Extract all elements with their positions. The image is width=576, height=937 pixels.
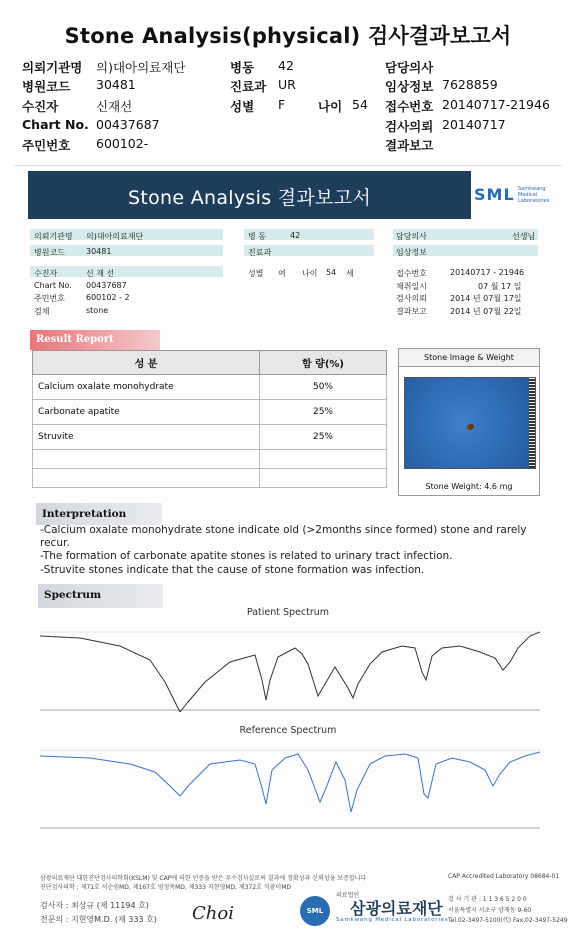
sml-logo-subtitle: Samkwang Medical Laboratories (518, 186, 550, 204)
report-label: Chart No. (34, 281, 72, 290)
contact-address: 서울특별시 서초구 양재동 9-60 (448, 907, 532, 914)
age-value: 54 (326, 268, 337, 277)
stone-photo (404, 377, 536, 469)
examiner: 검사자 : 최상규 (제 11194 호) (40, 901, 149, 910)
report-label: 병원코드 (34, 248, 65, 257)
component-cell: Struvite (33, 425, 260, 450)
patient-spectrum-line (40, 632, 540, 712)
summary-label: 성별 (230, 99, 255, 114)
col-component: 성 분 (33, 351, 260, 375)
doctor-suffix: 선생님 (512, 232, 536, 241)
component-cell: Carbonate apatite (33, 400, 260, 425)
stone-weight: Stone Weight: 4.6 mg (425, 482, 513, 491)
summary-value: 의)대아의료재단 (96, 60, 186, 75)
result-report-label: Result Report (36, 334, 114, 345)
table-row (33, 375, 387, 400)
summary-label: Chart No. (22, 117, 89, 132)
summary-label: 결과보고 (385, 138, 434, 153)
footer-notice: 삼광의료재단 대한진단검사의학회(KSLM) 및 CAP에 의한 인증을 받은 우수검사실로써 결과에 정확성과 신뢰성을 보증합니다 (40, 875, 367, 882)
summary-value: UR (278, 77, 296, 92)
report-value: stone (86, 306, 109, 315)
report-banner (28, 171, 471, 219)
result-report-header (30, 330, 160, 350)
table-row (33, 450, 387, 469)
component-cell: Calcium oxalate monohydrate (33, 375, 260, 400)
summary-label: 병동 (230, 60, 255, 75)
banner-title: Stone Analysis 결과보고서 (128, 187, 371, 209)
summary-value: 신재선 (96, 99, 133, 114)
contact-code: 검 사 기 관 : 1 1 3 6 5 2 0 0 (448, 896, 527, 903)
report-value: 20140717 - 21946 (450, 268, 525, 277)
report-label: 주민번호 (34, 294, 65, 303)
summary-value: 20140717-21946 (442, 97, 550, 112)
report-label: 접수번호 (396, 269, 427, 278)
report-label: 검사의뢰 (396, 294, 427, 303)
amount-cell: 25% (260, 425, 387, 450)
report-value: 07 월 17 일 (478, 282, 522, 291)
summary-label: 진료과 (230, 79, 267, 94)
org-prefix: 의료법인 (336, 892, 360, 899)
summary-label: 담당의사 (385, 60, 434, 75)
sex-label: 성별 (248, 269, 264, 278)
patient-spectrum-plot (40, 622, 540, 712)
summary-value: F (278, 97, 286, 112)
ward-label: 병 동 (248, 232, 266, 241)
interpretation-line: recur. (40, 537, 70, 549)
amount-cell: 50% (260, 375, 387, 400)
report-value: 600102 - 2 (86, 293, 130, 302)
report-label: 채취일시 (396, 282, 427, 291)
summary-label: 주민번호 (22, 138, 71, 153)
report-label: 검체 (34, 307, 50, 316)
summary-label: 임상정보 (385, 79, 434, 94)
table-row (33, 400, 387, 425)
stone-image-box (398, 348, 540, 496)
summary-label: 나이 (318, 99, 343, 114)
org-name: 삼광의료재단 (350, 899, 443, 918)
interpretation-line: -Struvite stones indicate that the cause of stone formation was infection. (40, 564, 425, 576)
reference-spectrum-line (40, 752, 540, 812)
summary-label: 수진자 (22, 99, 59, 114)
signature: Choi (192, 903, 234, 924)
org-subtitle: Samkwang Medical Laboratories (336, 917, 449, 923)
reference-spectrum-title: Reference Spectrum (239, 725, 337, 736)
report-value: 신 재 선 (86, 269, 115, 278)
spectrum-header (38, 584, 163, 608)
summary-value: 600102- (96, 136, 149, 151)
report-value: 2014 년 07월 22일 (450, 307, 522, 316)
table-row (33, 469, 387, 488)
sml-logo: SML (474, 185, 515, 204)
contact-phone: Tel.02-3497-5100(代) Fax.02-3497-5249 (448, 917, 568, 924)
interpretation-label: Interpretation (42, 508, 127, 520)
table-row (33, 425, 387, 450)
summary-value: 20140717 (442, 117, 506, 132)
specialist: 전문의 : 지현영M.D. (제 333 호) (40, 915, 157, 924)
report-value: 2014 년 07월 17일 (450, 294, 522, 303)
report-label: 결과보고 (396, 307, 427, 316)
summary-label: 검사의뢰 (385, 119, 434, 134)
stone-specimen (467, 424, 474, 430)
dept-label: 진료과 (248, 248, 272, 257)
ward-value: 42 (290, 231, 301, 240)
result-table (32, 350, 387, 488)
stone-box-title: Stone Image & Weight (399, 349, 539, 367)
reference-spectrum-plot (40, 740, 540, 830)
spectrum-label: Spectrum (44, 589, 102, 601)
summary-value: 54 (352, 97, 368, 112)
interpretation-header (36, 503, 162, 525)
age-label: 나이 (302, 269, 318, 278)
summary-label: 병원코드 (22, 79, 71, 94)
col-amount: 함 량(%) (260, 351, 387, 375)
cap-accreditation: CAP Accredited Laboratory 08684-01 (448, 873, 560, 880)
ruler-scale (529, 378, 535, 468)
clinical-label: 임상정보 (396, 248, 427, 257)
summary-value: 00437687 (96, 117, 160, 132)
summary-value: 30481 (96, 77, 136, 92)
page-title: Stone Analysis(physical) 검사결과보고서 (64, 24, 512, 48)
report-value: 00437687 (86, 281, 127, 290)
interpretation-line: -Calcium oxalate monohydrate stone indicate old (>2months since formed) stone and rarely (40, 524, 527, 536)
report-value: 30481 (86, 247, 112, 256)
patient-spectrum-title: Patient Spectrum (246, 607, 330, 618)
report-label: 수진자 (34, 269, 58, 278)
summary-label: 의뢰기관명 (22, 60, 83, 75)
report-value: 의)대아의료재단 (86, 232, 144, 241)
summary-value: 42 (278, 58, 294, 73)
report-label: 의뢰기관명 (34, 232, 73, 241)
amount-cell: 25% (260, 400, 387, 425)
sex-value: 여 (278, 269, 286, 278)
summary-value: 7628859 (442, 77, 498, 92)
footer-physicians: 진단검사의학 : 제71호 서순원MD, 제167호 엄정목MD, 제333 지현영MD, 제372호 석광이MD (40, 884, 291, 891)
org-logo-icon: SML (300, 896, 330, 926)
doctor-label: 담당의사 (396, 232, 427, 241)
interpretation-line: -The formation of carbonate apatite stones is related to urinary tract infection. (40, 550, 453, 562)
summary-label: 접수번호 (385, 99, 434, 114)
age-unit: 세 (346, 269, 354, 278)
